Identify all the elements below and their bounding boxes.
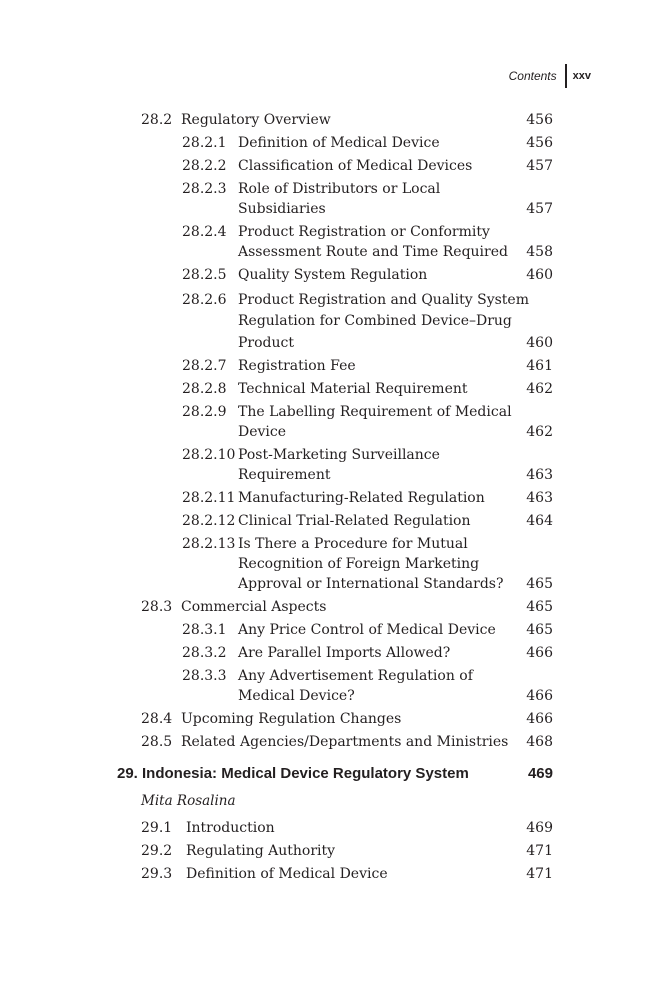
toc-page: 466 <box>526 688 553 704</box>
toc-page: 471 <box>526 866 553 882</box>
toc-title-line: Approval or International Standards? <box>238 576 504 592</box>
toc-page: 463 <box>526 490 553 506</box>
toc-page: 456 <box>526 135 553 151</box>
toc-title: Registration Fee <box>238 358 356 374</box>
toc-title-line: Role of Distributors or Local <box>238 181 441 197</box>
toc-number: 28.2.5 <box>182 267 227 283</box>
toc-title-line: Requirement <box>238 467 331 483</box>
chapter-title: 29. Indonesia: Medical Device Regulatory System <box>117 765 469 782</box>
toc-title-line: Product <box>238 335 294 351</box>
toc-title-line: Regulation for Combined Device–Drug <box>238 313 512 329</box>
toc-number: 28.3.3 <box>182 668 227 684</box>
toc-title: Upcoming Regulation Changes <box>181 711 402 727</box>
chapter-page: 469 <box>527 765 553 782</box>
toc-number: 28.3 <box>141 599 173 615</box>
toc-number: 28.2.7 <box>182 358 227 374</box>
toc-title: Commercial Aspects <box>181 599 327 615</box>
toc-title: Introduction <box>186 820 275 836</box>
toc-page: 461 <box>526 358 553 374</box>
toc-number: 28.2.1 <box>182 135 227 151</box>
toc-page: 460 <box>526 335 553 351</box>
toc-title-line: Any Advertisement Regulation of <box>238 668 473 684</box>
toc-page: 463 <box>526 467 553 483</box>
toc-page: 457 <box>526 201 553 217</box>
toc-title-line: Medical Device? <box>238 688 355 704</box>
toc-title-line: Product Registration or Conformity <box>238 224 490 240</box>
toc-number: 28.2.2 <box>182 158 227 174</box>
running-head-label: Contents <box>508 69 557 83</box>
toc-title-line: Product Registration and Quality System <box>238 292 529 308</box>
toc-page: 464 <box>526 513 553 529</box>
toc-number: 28.2.9 <box>182 404 227 420</box>
toc-page: 457 <box>526 158 553 174</box>
toc-number: 28.2.8 <box>182 381 227 397</box>
toc-number: 28.2.13 <box>182 536 236 552</box>
toc-number: 28.2.10 <box>182 447 236 463</box>
toc-number: 29.3 <box>141 866 173 882</box>
toc-title: Regulating Authority <box>186 843 336 859</box>
toc-page: 466 <box>526 645 553 661</box>
toc-title-line: Recognition of Foreign Marketing <box>238 556 480 572</box>
toc-title-line: Is There a Procedure for Mutual <box>238 536 468 552</box>
toc-page: 462 <box>526 424 553 440</box>
toc-page: 471 <box>526 843 553 859</box>
toc-title: Definition of Medical Device <box>186 866 388 882</box>
toc-title: Are Parallel Imports Allowed? <box>238 645 451 661</box>
toc-page: 462 <box>526 381 553 397</box>
toc-title: Quality System Regulation <box>238 267 428 283</box>
toc-number: 28.2.4 <box>182 224 227 240</box>
toc-number: 28.2 <box>141 112 173 128</box>
toc-page: 458 <box>526 244 553 260</box>
toc-number: 28.3.1 <box>182 622 227 638</box>
toc-title: Clinical Trial-Related Regulation <box>238 513 471 529</box>
toc-title: Classification of Medical Devices <box>238 158 473 174</box>
toc-title-line: Subsidiaries <box>238 201 326 217</box>
toc-title-line: Assessment Route and Time Required <box>238 244 508 260</box>
toc-number: 28.2.11 <box>182 490 236 506</box>
toc-number: 28.3.2 <box>182 645 227 661</box>
toc-number: 29.1 <box>141 820 173 836</box>
toc-number: 28.4 <box>141 711 173 727</box>
toc-page: 465 <box>526 576 553 592</box>
toc-number: 28.5 <box>141 734 173 750</box>
running-head-page-number: xxv <box>572 70 591 82</box>
toc-page: 460 <box>526 267 553 283</box>
toc-page: 468 <box>526 734 553 750</box>
chapter-author: Mita Rosalina <box>141 793 236 809</box>
toc-title-line: Post-Marketing Surveillance <box>238 447 440 463</box>
toc-page: 465 <box>526 622 553 638</box>
toc-title-line: Device <box>238 424 287 440</box>
toc-title: Definition of Medical Device <box>238 135 440 151</box>
toc-title: Related Agencies/Departments and Ministries <box>181 734 509 750</box>
toc-title-line: The Labelling Requirement of Medical <box>238 404 512 420</box>
toc-page: 456 <box>526 112 553 128</box>
toc-title: Manufacturing-Related Regulation <box>238 490 485 506</box>
toc-number: 28.2.12 <box>182 513 236 529</box>
toc-number: 29.2 <box>141 843 173 859</box>
toc-title: Any Price Control of Medical Device <box>238 622 496 638</box>
toc-number: 28.2.6 <box>182 292 227 308</box>
toc-page: 469 <box>526 820 553 836</box>
toc-title: Regulatory Overview <box>181 112 331 128</box>
toc-page: 465 <box>526 599 553 615</box>
toc-page: 466 <box>526 711 553 727</box>
toc-number: 28.2.3 <box>182 181 227 197</box>
toc-title: Technical Material Requirement <box>238 381 468 397</box>
